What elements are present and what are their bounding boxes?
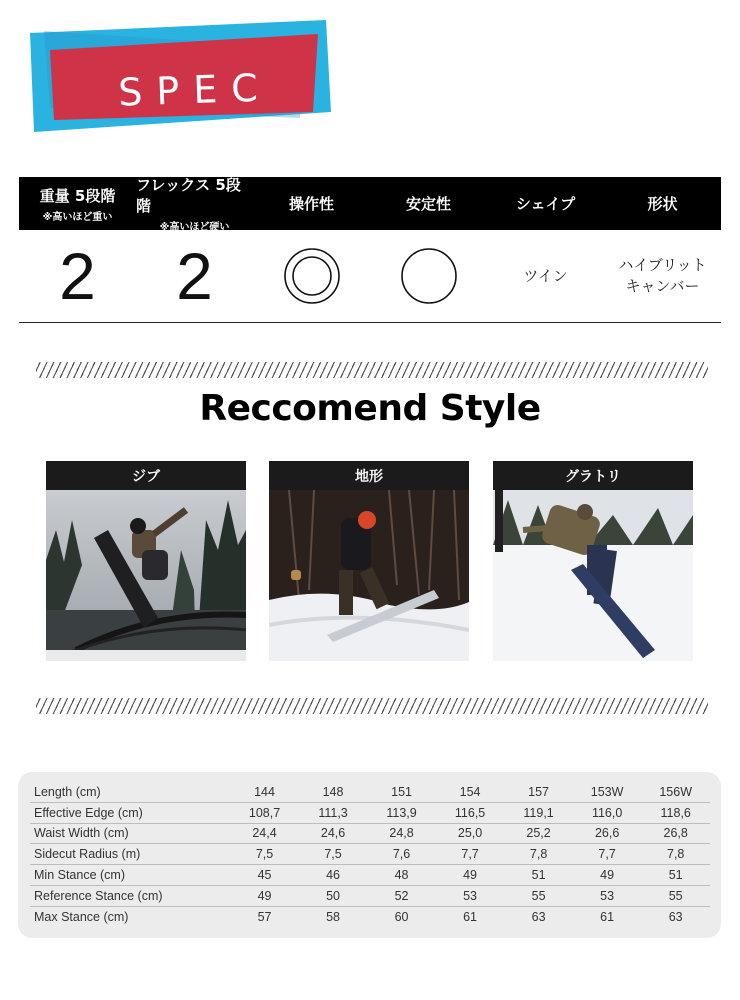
size-value-cell: 156W xyxy=(641,782,710,802)
double-circle-icon xyxy=(283,247,341,305)
style-card-jib xyxy=(46,461,246,661)
size-value-cell: 61 xyxy=(463,909,478,924)
circle-icon xyxy=(400,247,458,305)
size-value-cell: 25,0 xyxy=(436,823,505,844)
spec-value-row xyxy=(19,230,721,323)
spec-table xyxy=(19,177,721,323)
handling-value-cell xyxy=(253,230,370,322)
size-value-cell: 116,5 xyxy=(436,802,505,823)
size-row-label: Reference Stance (cm) xyxy=(30,885,230,906)
header-title: 重量 5段階 xyxy=(39,186,116,205)
size-row-label: Min Stance (cm) xyxy=(30,865,230,886)
size-value-cell: 24,8 xyxy=(367,823,436,844)
size-value-cell: 24,6 xyxy=(299,823,368,844)
size-value-cell: 111,3 xyxy=(299,802,368,823)
weight-value-cell xyxy=(19,230,136,322)
style-label: 地形 xyxy=(269,461,469,490)
size-row-label: Effective Edge (cm) xyxy=(30,802,230,823)
size-value-cell: 154 xyxy=(436,782,505,802)
size-value-cell: 148 xyxy=(299,782,368,802)
size-value-cell: 57 xyxy=(257,909,272,924)
profile-value-cell xyxy=(604,230,721,322)
size-value-cell: 7,5 xyxy=(230,844,299,865)
style-card-terrain xyxy=(269,461,469,661)
header-title: 安定性 xyxy=(405,195,451,213)
header-title: 操作性 xyxy=(288,195,334,213)
size-value-cell: 55 xyxy=(504,885,573,906)
size-value-cell: 53 xyxy=(436,885,505,906)
size-value-cell: 113,9 xyxy=(367,802,436,823)
size-value-cell: 58 xyxy=(326,909,340,924)
recommend-title: Reccomend Style xyxy=(199,388,541,429)
size-chart-row xyxy=(30,802,710,823)
size-value-cell: 119,1 xyxy=(504,802,573,823)
size-value-cell: 50 xyxy=(299,885,368,906)
size-value-cell: 26,6 xyxy=(573,823,642,844)
size-chart-row xyxy=(30,885,710,906)
size-value-cell: 7,7 xyxy=(436,844,505,865)
spec-header-handling xyxy=(253,177,370,230)
spec-banner xyxy=(28,20,333,135)
spec-header-flex xyxy=(136,176,253,233)
size-value-cell: 7,7 xyxy=(573,844,642,865)
size-value-cell: 60 xyxy=(394,909,409,924)
slash-divider xyxy=(36,362,708,378)
size-row-label: Waist Width (cm) xyxy=(30,823,230,844)
size-value-cell: 49 xyxy=(230,885,299,906)
size-value-cell: 53 xyxy=(573,885,642,906)
header-title: フレックス 5段階 xyxy=(136,176,241,215)
size-row-label: Max Stance (cm) xyxy=(34,909,129,924)
size-row-label: Sidecut Radius (m) xyxy=(30,844,230,865)
size-value-cell: 46 xyxy=(299,865,368,886)
size-value-cell: 7,8 xyxy=(641,844,710,865)
size-value-cell: 157 xyxy=(504,782,573,802)
jib-photo xyxy=(46,490,246,661)
spec-header-weight xyxy=(19,177,136,230)
style-label: ジブ xyxy=(46,461,246,490)
size-value-cell: 153W xyxy=(573,782,642,802)
size-value-cell: 45 xyxy=(230,865,299,886)
size-value-cell: 49 xyxy=(436,865,505,886)
weight-value: 2 xyxy=(59,239,96,313)
size-value-cell: 52 xyxy=(367,885,436,906)
size-value-cell: 144 xyxy=(230,782,299,802)
size-value-cell: 116,0 xyxy=(573,802,642,823)
size-value-cell: 7,8 xyxy=(504,844,573,865)
header-title: 形状 xyxy=(647,195,678,213)
profile-line: キャンバー xyxy=(625,277,700,295)
header-note: ※高いほど重い xyxy=(42,211,113,223)
size-chart xyxy=(18,772,721,938)
flex-value-cell xyxy=(136,230,253,322)
spec-header-profile xyxy=(604,177,721,230)
size-value-cell: 151 xyxy=(367,782,436,802)
size-value-cell: 51 xyxy=(504,865,573,886)
slash-divider xyxy=(36,698,708,714)
size-value-cell: 24,4 xyxy=(230,823,299,844)
banner-title: SPEC xyxy=(117,65,273,115)
size-chart-row xyxy=(30,782,710,802)
stability-value-cell xyxy=(370,230,487,322)
style-card-grattori xyxy=(493,461,693,661)
style-label: グラトリ xyxy=(493,461,693,490)
size-chart-row xyxy=(30,823,710,844)
size-value-cell: 7,5 xyxy=(299,844,368,865)
grattori-photo xyxy=(493,490,693,661)
spec-header-row xyxy=(19,176,721,233)
size-value-cell: 118,6 xyxy=(641,802,710,823)
shape-value-cell xyxy=(487,230,604,322)
size-value-cell: 55 xyxy=(641,885,710,906)
shape-value: ツイン xyxy=(523,266,568,285)
header-title: シェイプ xyxy=(515,195,576,213)
size-value-cell: 108,7 xyxy=(230,802,299,823)
size-chart-row xyxy=(30,865,710,886)
size-value-cell: 7,6 xyxy=(367,844,436,865)
terrain-photo xyxy=(269,490,469,661)
size-value-cell: 63 xyxy=(531,909,546,924)
size-value-cell: 51 xyxy=(641,865,710,886)
size-chart-row xyxy=(30,906,710,926)
size-value-cell: 63 xyxy=(668,909,683,924)
profile-line: ハイブリット xyxy=(618,256,707,274)
size-value-cell: 48 xyxy=(367,865,436,886)
size-value-cell: 49 xyxy=(573,865,642,886)
size-chart-table xyxy=(30,782,710,927)
profile-value xyxy=(618,255,706,297)
size-value-cell: 26,8 xyxy=(641,823,710,844)
size-value-cell: 61 xyxy=(600,909,615,924)
size-value-cell: 25,2 xyxy=(504,823,573,844)
size-row-label: Length (cm) xyxy=(30,782,230,802)
spec-header-stability xyxy=(370,177,487,230)
header-note: ※高いほど硬い xyxy=(159,222,230,233)
size-chart-row xyxy=(30,844,710,865)
spec-header-shape xyxy=(487,177,604,230)
flex-value: 2 xyxy=(176,239,213,313)
